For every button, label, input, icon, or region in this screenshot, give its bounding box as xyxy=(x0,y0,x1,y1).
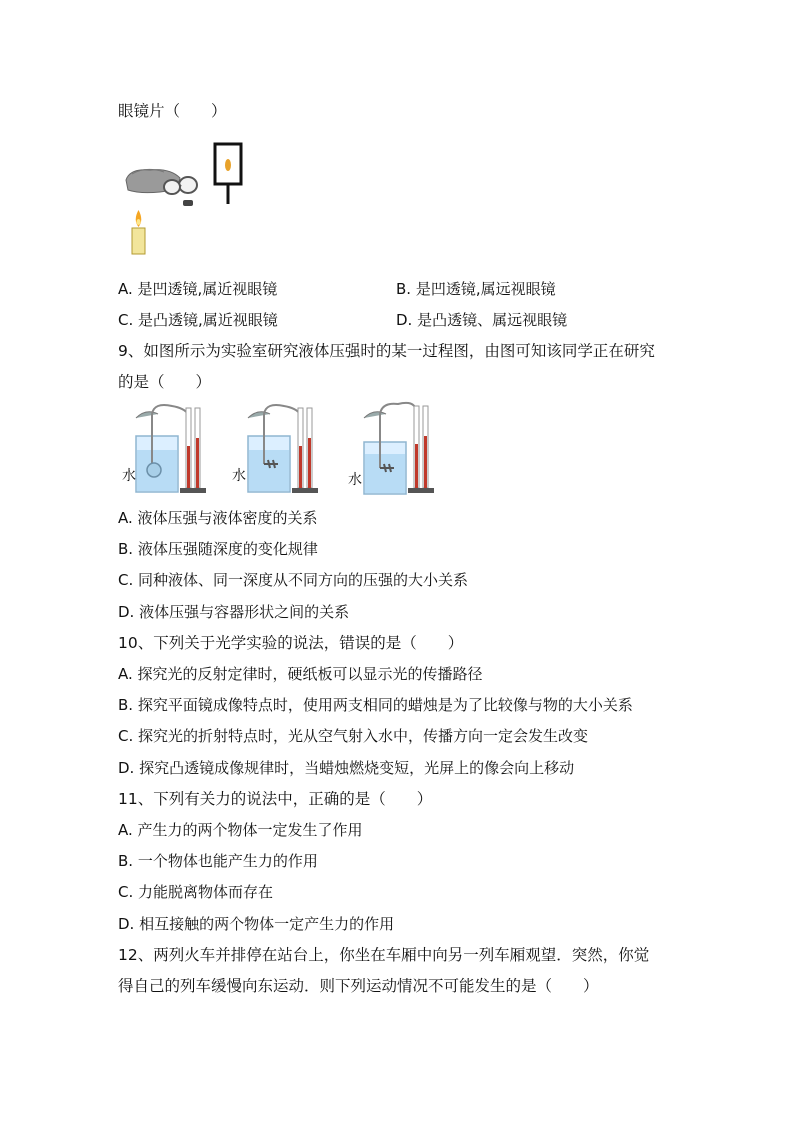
q8-stem-tail: 眼镜片（ ） xyxy=(118,102,227,120)
q8-option-c: C. 是凸透镜,属近视眼镜 xyxy=(118,311,278,329)
q8-option-a: A. 是凹透镜,属近视眼镜 xyxy=(118,280,278,298)
q9-stem-line1: 9、如图所示为实验室研究液体压强时的某一过程图，由图可知该同学正在研究 xyxy=(118,342,655,360)
q11-option-a: A. 产生力的两个物体一定发生了作用 xyxy=(118,821,363,839)
q12-stem-line2: 得自己的列车缓慢向东运动．则下列运动情况不可能发生的是（ ） xyxy=(118,977,599,995)
q8-option-b: B. 是凹透镜,属远视眼镜 xyxy=(396,280,556,298)
screen-image xyxy=(225,159,231,171)
water-label-3: 水 xyxy=(348,472,362,488)
q10-stem: 10、下列关于光学实验的说法，错误的是（ ） xyxy=(118,634,464,652)
q11-option-c: C. 力能脱离物体而存在 xyxy=(118,883,274,901)
q10-option-a: A. 探究光的反射定律时，硬纸板可以显示光的传播路径 xyxy=(118,665,483,683)
q8-option-d: D. 是凸透镜、属远视眼镜 xyxy=(396,311,568,329)
glasses-lens xyxy=(179,177,197,193)
beaker-panel-2 xyxy=(248,405,318,493)
beaker-panel-3 xyxy=(364,403,434,494)
q10-option-c: C. 探究光的折射特点时，光从空气射入水中，传播方向一定会发生改变 xyxy=(118,727,589,745)
q11-option-b: B. 一个物体也能产生力的作用 xyxy=(118,852,318,870)
q9-option-a: A. 液体压强与液体密度的关系 xyxy=(118,509,318,527)
q11-option-d: D. 相互接触的两个物体一定产生力的作用 xyxy=(118,915,395,933)
q9-option-b: B. 液体压强随深度的变化规律 xyxy=(118,540,318,558)
liquid-pressure-figure xyxy=(118,398,450,498)
q9-option-c: C. 同种液体、同一深度从不同方向的压强的大小关系 xyxy=(118,571,469,589)
q9-stem-line2: 的是（ ） xyxy=(118,373,212,391)
water-label-1: 水 xyxy=(122,468,136,484)
q11-stem: 11、下列有关力的说法中，正确的是（ ） xyxy=(118,790,433,808)
q12-stem-line1: 12、两列火车并排停在站台上，你坐在车厢中向另一列车厢观望．突然，你觉 xyxy=(118,946,650,964)
q10-option-d: D. 探究凸透镜成像规律时，当蜡烛燃烧变短，光屏上的像会向上移动 xyxy=(118,759,575,777)
q10-option-b: B. 探究平面镜成像特点时，使用两支相同的蜡烛是为了比较像与物的大小关系 xyxy=(118,696,633,714)
q9-option-d: D. 液体压强与容器形状之间的关系 xyxy=(118,603,350,621)
lens-experiment-figure xyxy=(120,140,250,260)
water-label-2: 水 xyxy=(232,468,246,484)
candle xyxy=(132,228,145,254)
beaker-panel-1 xyxy=(136,405,206,493)
